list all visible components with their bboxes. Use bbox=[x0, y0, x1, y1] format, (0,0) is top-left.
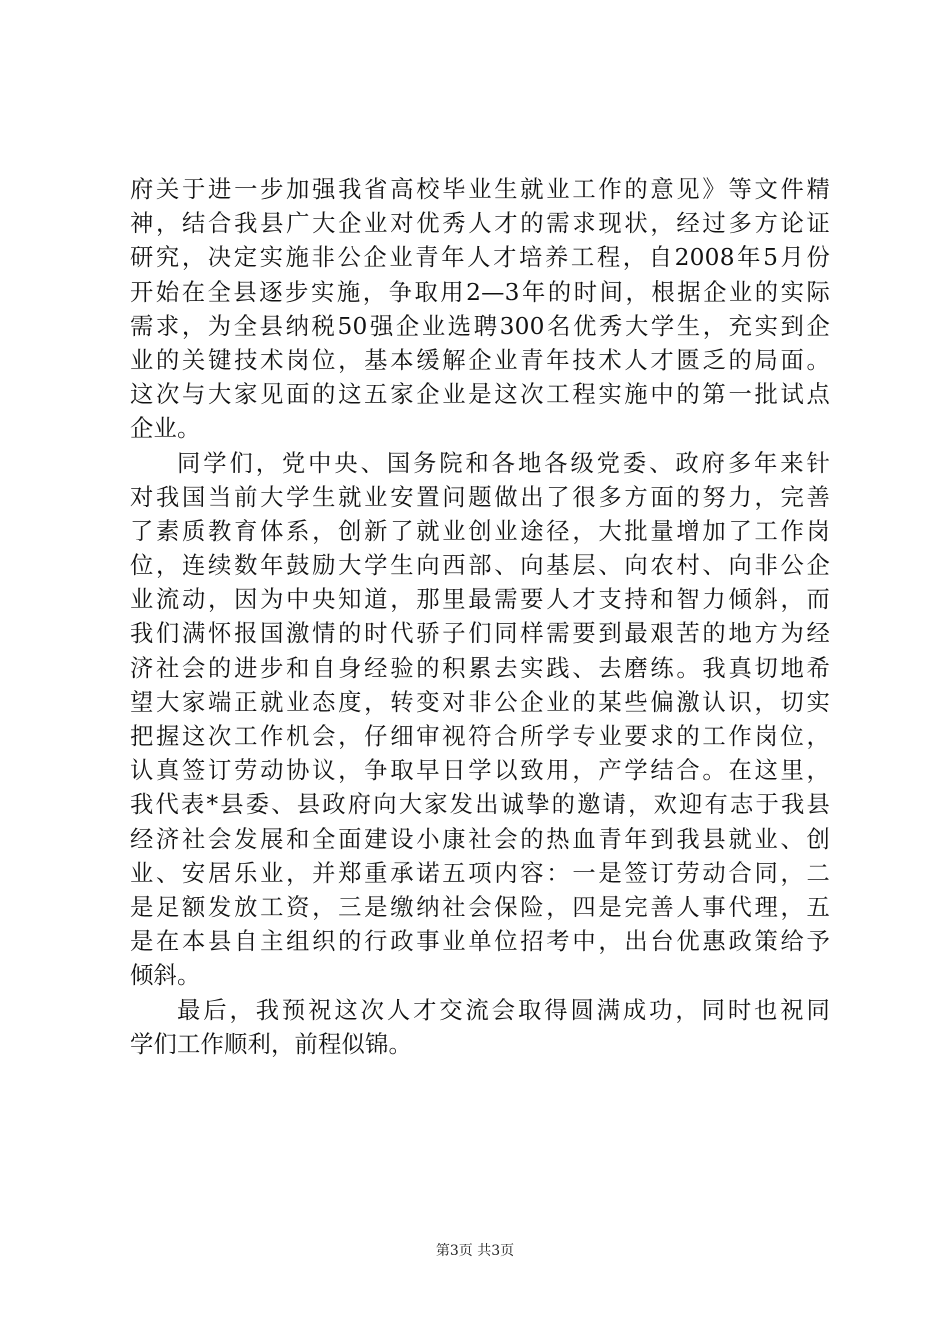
text-line: 神，结合我县广大企业对优秀人才的需求现状，经过多方论证 bbox=[130, 210, 830, 238]
text-line: 开始在全县逐步实施，争取用2—3年的时间，根据企业的实际 bbox=[130, 278, 830, 306]
text-line: 这次与大家见面的这五家企业是这次工程实施中的第一批试点 bbox=[130, 381, 830, 409]
text-line: 望大家端正就业态度，转变对非公企业的某些偏激认识，切实 bbox=[130, 688, 830, 716]
page-footer bbox=[0, 1241, 950, 1261]
text-line: 把握这次工作机会，仔细审视符合所学专业要求的工作岗位， bbox=[130, 723, 830, 750]
text-line: 对我国当前大学生就业安置问题做出了很多方面的努力，完善 bbox=[130, 483, 830, 511]
text-line: 倾斜。 bbox=[130, 962, 201, 990]
page-number-label: 第3页 共3页 bbox=[435, 1243, 515, 1259]
text-line: 学们工作顺利，前程似锦。 bbox=[130, 1030, 412, 1058]
text-line: 研究，决定实施非公企业青年人才培养工程，自2008年5月份 bbox=[130, 244, 830, 272]
text-line: 我代表*县委、县政府向大家发出诚挚的邀请，欢迎有志于我县 bbox=[130, 791, 830, 819]
text-line: 业、安居乐业，并郑重承诺五项内容：一是签订劳动合同，二 bbox=[130, 859, 830, 887]
paragraph-start-line: 同学们，党中央、国务院和各地各级党委、政府多年来针 bbox=[177, 449, 830, 477]
text-line: 是足额发放工资，三是缴纳社会保险，四是完善人事代理，五 bbox=[130, 893, 830, 921]
text-line: 我们满怀报国激情的时代骄子们同样需要到最艰苦的地方为经 bbox=[130, 620, 830, 648]
text-line: 位，连续数年鼓励大学生向西部、向基层、向农村、向非公企 bbox=[130, 552, 830, 580]
text-line: 了素质教育体系，创新了就业创业途径，大批量增加了工作岗 bbox=[130, 517, 830, 545]
text-line: 府关于进一步加强我省高校毕业生就业工作的意见》等文件精 bbox=[130, 176, 830, 203]
document-body bbox=[130, 173, 830, 1062]
text-line: 企业。 bbox=[130, 415, 201, 443]
text-line: 认真签订劳动协议，争取早日学以致用，产学结合。在这里， bbox=[130, 757, 830, 785]
text-line: 济社会的进步和自身经验的积累去实践、去磨练。我真切地希 bbox=[130, 654, 830, 682]
text-line: 业的关键技术岗位，基本缓解企业青年技术人才匮乏的局面。 bbox=[130, 346, 830, 374]
paragraph-start-line: 最后，我预祝这次人才交流会取得圆满成功，同时也祝同 bbox=[177, 996, 830, 1024]
text-line: 需求，为全县纳税50强企业选聘300名优秀大学生，充实到企 bbox=[130, 312, 830, 340]
text-line: 经济社会发展和全面建设小康社会的热血青年到我县就业、创 bbox=[130, 825, 830, 853]
text-line: 业流动，因为中央知道，那里最需要人才支持和智力倾斜，而 bbox=[130, 586, 830, 614]
text-line: 是在本县自主组织的行政事业单位招考中，出台优惠政策给予 bbox=[130, 928, 830, 956]
